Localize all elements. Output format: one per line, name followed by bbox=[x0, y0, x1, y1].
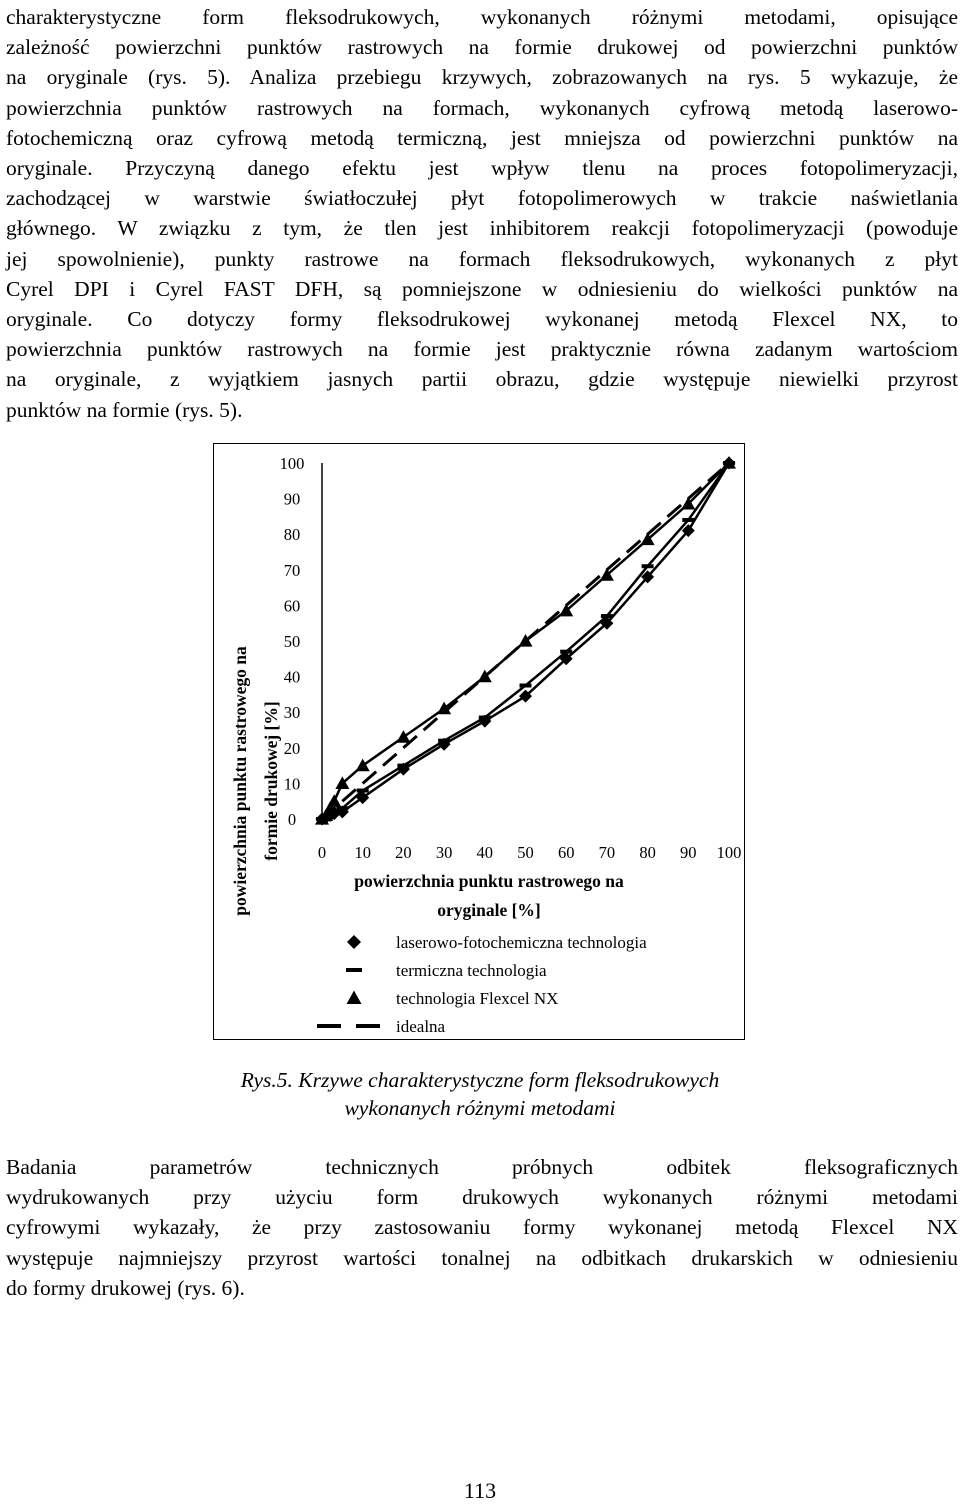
y-tick-label: 0 bbox=[287, 810, 297, 829]
legend-label: technologia Flexcel NX bbox=[396, 989, 559, 1008]
characteristic-curves-chart bbox=[214, 444, 746, 1041]
data-point-triangle bbox=[396, 730, 410, 743]
x-tick-label: 20 bbox=[395, 843, 412, 862]
x-tick-label: 80 bbox=[639, 843, 656, 862]
y-tick-label: 70 bbox=[283, 560, 301, 580]
x-tick-label: 30 bbox=[435, 843, 453, 862]
figure-caption-line-1: Rys.5. Krzywe charakterystyczne form fleksodrukowych bbox=[240, 1068, 720, 1092]
text-line: występuje najmniejszy przyrost wartości tonalnej na odbitkach drukarskich w odniesieniu bbox=[6, 1245, 958, 1270]
legend-label: termiczna technologia bbox=[396, 961, 547, 980]
y-tick-label: 100 bbox=[279, 454, 305, 473]
x-axis-label: powierzchnia punktu rastrowego na bbox=[354, 871, 624, 891]
text-line: wydrukowanych przy użyciu form drukowych wykonanych różnymi metodami bbox=[6, 1185, 958, 1210]
y-tick-label: 50 bbox=[283, 632, 301, 651]
text-line: fotochemiczną oraz cyfrową metodą termiczną, jest mniejsza od powierzchni punktów na bbox=[6, 125, 958, 150]
x-tick-label: 100 bbox=[716, 843, 742, 862]
legend-label: idealna bbox=[396, 1017, 446, 1036]
text-line: punktów na formie (rys. 5). bbox=[6, 397, 243, 422]
data-point-triangle bbox=[327, 794, 341, 807]
legend-marker-diamond bbox=[347, 935, 361, 949]
text-line: głównego. W związku z tym, że tlen jest inhibitorem reakcji fotopolimeryzacji (powoduje bbox=[6, 216, 958, 241]
figure-caption-line-2: wykonanych różnymi metodami bbox=[344, 1096, 616, 1120]
data-point-dash bbox=[479, 716, 491, 720]
x-axis-label: oryginale [%] bbox=[437, 900, 541, 920]
x-tick-label: 60 bbox=[557, 843, 575, 862]
text-line: zachodzącej w warstwie światłoczułej płyt fotopolimerowych w trakcie naświetlania bbox=[6, 186, 958, 211]
y-axis-label: formie drukowej [%] bbox=[261, 701, 281, 861]
text-line: Cyrel DPI i Cyrel FAST DFH, są pomniejszone w odniesieniu do wielkości punktów na bbox=[6, 276, 958, 301]
legend-marker-triangle bbox=[347, 991, 362, 1005]
text-line: oryginale. Co dotyczy formy fleksodrukowej wykonanej metodą Flexcel NX, to bbox=[6, 307, 958, 332]
y-axis-label: powierzchnia punktu rastrowego na bbox=[230, 646, 250, 916]
data-point-dash bbox=[520, 684, 532, 688]
legend-marker-dash bbox=[346, 968, 362, 972]
body-paragraph-1 bbox=[6, 2, 958, 425]
text-line: jej spowolnienie), punkty rastrowe na formach fleksodrukowych, wykonanych z płyt bbox=[6, 246, 958, 271]
legend-label: laserowo-fotochemiczna technologia bbox=[396, 933, 647, 952]
legend-marker-ideal-dash bbox=[356, 1024, 380, 1028]
data-point-dash bbox=[560, 650, 572, 654]
data-point-dash bbox=[397, 764, 409, 768]
x-tick-label: 0 bbox=[317, 843, 327, 862]
y-tick-label: 60 bbox=[283, 596, 301, 616]
data-point-dash bbox=[336, 806, 348, 810]
data-point-dash bbox=[682, 518, 694, 522]
x-tick-label: 90 bbox=[680, 843, 697, 862]
x-tick-label: 10 bbox=[354, 843, 371, 862]
y-tick-label: 40 bbox=[283, 667, 301, 687]
data-point-dash bbox=[642, 564, 654, 568]
page-number: 113 bbox=[463, 1478, 497, 1503]
y-tick-label: 10 bbox=[283, 774, 301, 794]
text-line: Badania parametrów technicznych próbnych odbitek fleksograficznych bbox=[6, 1155, 958, 1179]
text-line: powierzchnia punktów rastrowych na formie jest praktycznie równa zadanym wartościom bbox=[6, 337, 958, 362]
series-line-3 bbox=[322, 463, 729, 819]
y-tick-label: 80 bbox=[283, 525, 301, 545]
y-tick-label: 90 bbox=[283, 489, 301, 509]
text-line: na oryginale, z wyjątkiem jasnych partii obrazu, gdzie występuje niewielki przyrost bbox=[6, 367, 958, 392]
y-tick-label: 20 bbox=[283, 738, 301, 758]
text-line: charakterystyczne form fleksodrukowych, wykonanych różnymi metodami, opisujące bbox=[6, 5, 958, 29]
x-tick-label: 70 bbox=[598, 843, 616, 862]
x-tick-label: 50 bbox=[517, 843, 534, 862]
legend-marker-ideal-dash bbox=[317, 1024, 341, 1028]
text-line: zależność powierzchni punktów rastrowych na formie drukowej od powierzchni punktów bbox=[6, 35, 958, 60]
y-tick-label: 30 bbox=[283, 703, 301, 723]
text-line: powierzchnia punktów rastrowych na formach, wykonanych cyfrową metodą laserowo- bbox=[6, 95, 958, 120]
data-point-dash bbox=[438, 739, 450, 743]
text-line: cyfrowymi wykazały, że przy zastosowaniu formy wykonanej metodą Flexcel NX bbox=[6, 1215, 958, 1240]
x-tick-label: 40 bbox=[476, 843, 494, 862]
text-line: oryginale. Przyczyną danego efektu jest wpływ tlenu na proces fotopolimeryzacji, bbox=[6, 156, 958, 181]
body-paragraph-2 bbox=[6, 1152, 958, 1303]
text-line: do formy drukowej (rys. 6). bbox=[6, 1275, 245, 1300]
data-point-dash bbox=[601, 614, 613, 618]
text-line: na oryginale (rys. 5). Analiza przebiegu krzywych, zobrazowanych na rys. 5 wykazuje, że bbox=[6, 65, 958, 90]
figure-frame bbox=[213, 443, 745, 1040]
data-point-triangle bbox=[356, 759, 370, 772]
data-point-dash bbox=[357, 789, 369, 793]
